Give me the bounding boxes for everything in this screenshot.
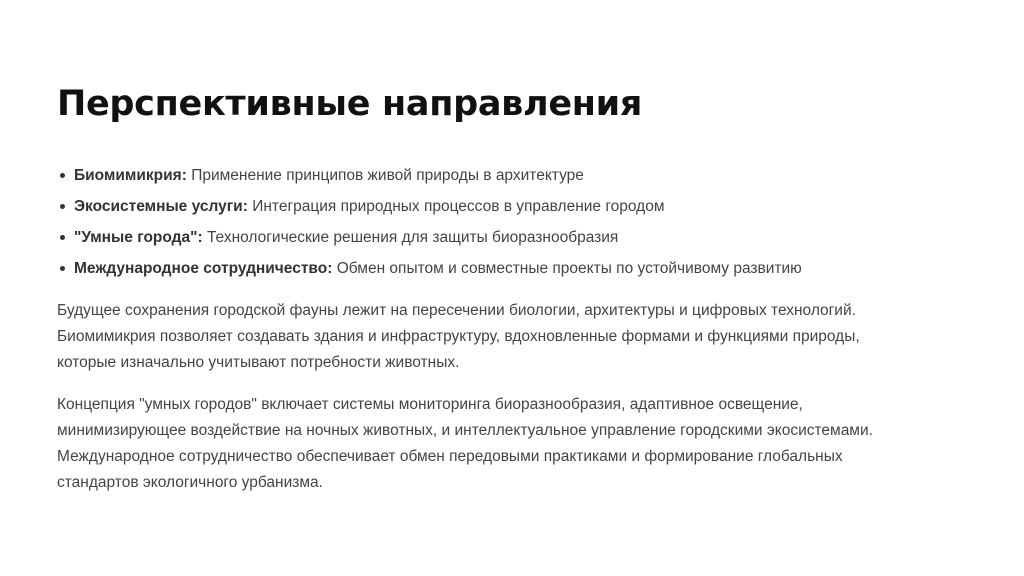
bullet-term: "Умные города":	[74, 229, 203, 246]
bullet-text: Применение принципов живой природы в архитектуре	[186, 167, 584, 184]
bullet-dot-icon	[60, 173, 65, 178]
bullet-text: Интеграция природных процессов в управление городом	[247, 198, 665, 215]
bullet-term: Экосистемные услуги:	[74, 198, 248, 215]
paragraph-line: которые изначально учитывают потребности животных.	[57, 354, 460, 371]
paragraph-line: стандартов экологичного урбанизма.	[57, 474, 323, 491]
bullet-dot-icon	[60, 266, 65, 271]
bullet-term: Международное сотрудничество:	[74, 260, 333, 277]
paragraph-line: минимизирующее воздействие на ночных животных, и интеллектуальное управление городскими экосистемами.	[57, 422, 873, 439]
paragraph-line: Биомимикрия позволяет создавать здания и инфраструктуру, вдохновленные формами и функциями природы,	[57, 328, 860, 345]
bullet-dot-icon	[60, 204, 65, 209]
bullet-term: Биомимикрия:	[74, 167, 187, 184]
bullet-item-biomimicry	[57, 160, 968, 191]
paragraph-line: Международное сотрудничество обеспечивает обмен передовыми практиками и формирование глобальных	[57, 448, 843, 465]
paragraph-smart-cities	[57, 392, 968, 496]
bullet-item-international-cooperation	[57, 253, 968, 284]
bullet-text: Технологические решения для защиты биоразнообразия	[202, 229, 619, 246]
paragraph-line: Будущее сохранения городской фауны лежит на пересечении биологии, архитектуры и цифровых технологий.	[57, 302, 856, 319]
bullet-list	[57, 160, 968, 284]
paragraph-line: Концепция "умных городов" включает системы мониторинга биоразнообразия, адаптивное освещение,	[57, 396, 803, 413]
bullet-dot-icon	[60, 235, 65, 240]
bullet-text: Обмен опытом и совместные проекты по устойчивому развитию	[332, 260, 802, 277]
bullet-item-ecosystem-services	[57, 191, 968, 222]
bullet-item-smart-cities	[57, 222, 968, 253]
paragraph-future	[57, 298, 968, 376]
slide-title: Перспективные направления	[57, 84, 643, 124]
